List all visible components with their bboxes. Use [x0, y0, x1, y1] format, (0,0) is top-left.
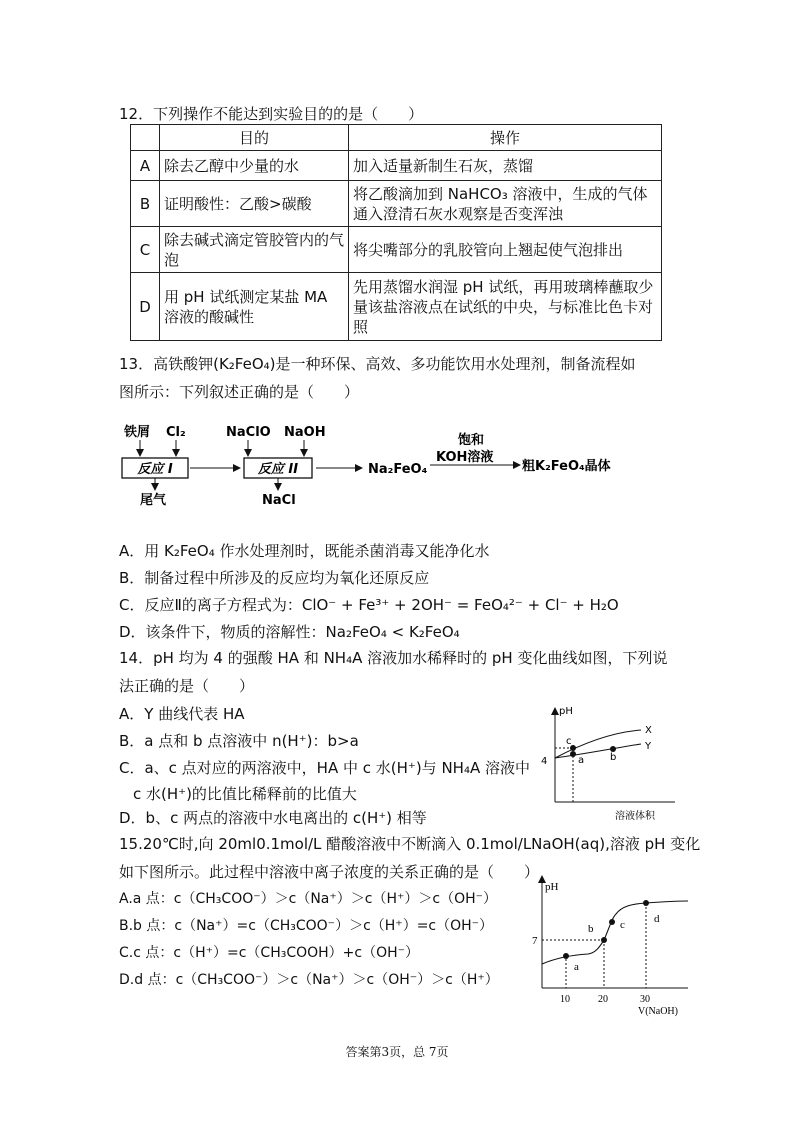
q15-xtick: 20 — [598, 994, 608, 1005]
q12-row-label: D — [131, 273, 160, 341]
q14-stem-line2: 法正确的是（ ） — [119, 677, 255, 695]
q14-xlabel: 溶液体积 — [615, 811, 655, 822]
flow-input-naclo: NaClO — [226, 425, 271, 440]
flow-condition-saturated: 饱和 — [458, 433, 485, 448]
q13-option-d: D．该条件下，物质的溶解性：Na₂FeO₄ < K₂FeO₄ — [119, 623, 460, 641]
q12-row-goal: 除去乙醇中少量的水 — [160, 151, 349, 181]
q12-header-op: 操作 — [349, 125, 662, 151]
q15-point-b-label: b — [588, 923, 594, 935]
q12-row-goal: 除去碱式滴定管胶管内的气泡 — [160, 227, 349, 273]
q14-option-b: B．a 点和 b 点溶液中 n(H⁺)：b>a — [119, 732, 359, 750]
q14-stem-line1: 14．pH 均为 4 的强酸 HA 和 NH₄A 溶液加水稀释时的 pH 变化曲线如图，下列说 — [119, 649, 668, 667]
q15-stem-line2: 如下图所示。此过程中溶液中离子浓度的关系正确的是（ ） — [119, 863, 540, 881]
q15-ylabel: pH — [545, 881, 559, 893]
flow-input-cl2: Cl₂ — [166, 425, 186, 440]
q15-point-a — [563, 953, 569, 959]
q14-curve-y-label: Y — [645, 741, 652, 752]
q15-option-c: C.c 点：c（H⁺）=c（CH₃COOH）+c（OH⁻） — [119, 945, 420, 961]
q14-option-c: C．a、c 点对应的两溶液中，HA 中 c 水(H⁺)与 NH₄A 溶液中 — [119, 759, 530, 777]
q14-point-a — [570, 751, 576, 757]
flow-box-reaction1-label: 反应 I — [137, 462, 173, 477]
q15-xlabel: V(NaOH) — [638, 1006, 678, 1017]
q12-header-goal: 目的 — [160, 125, 349, 151]
q14-point-c-label: c — [566, 736, 572, 747]
q12-row-label: C — [131, 227, 160, 273]
q15-option-a: A.a 点：c（CH₃COO⁻）＞c（Na⁺）＞c（H⁺）＞c（OH⁻） — [119, 891, 498, 907]
q13-flowchart — [118, 418, 678, 508]
q13-option-c: C．反应Ⅱ的离子方程式为：ClO⁻ + Fe³⁺ + 2OH⁻ = FeO₄²⁻ + Cl⁻ + H₂O — [119, 596, 619, 614]
q12-table — [130, 124, 662, 341]
q13-option-b: B．制备过程中所涉及的反应均为氧化还原反应 — [119, 569, 430, 587]
q15-titration-chart — [528, 870, 698, 1020]
q15-point-a-label: a — [574, 961, 579, 973]
q14-ylabel: pH — [559, 706, 573, 717]
q14-option-c-cont: c 水(H⁺)的比值比稀释前的比值大 — [133, 785, 357, 803]
q12-row-goal: 证明酸性：乙酸>碳酸 — [160, 181, 349, 227]
q15-ytick: 7 — [532, 935, 538, 947]
q15-point-d — [643, 900, 649, 906]
q15-point-d-label: d — [654, 913, 660, 925]
q14-ph-chart — [535, 702, 685, 827]
flow-product-na2feo4: Na₂FeO₄ — [368, 462, 428, 477]
q15-xtick: 30 — [640, 994, 650, 1005]
q14-point-b-label: b — [610, 752, 617, 763]
q14-curve-x-label: X — [645, 725, 652, 736]
flow-box-reaction2-label: 反应 II — [257, 462, 299, 477]
q15-option-d: D.d 点：c（CH₃COO⁻）＞c（Na⁺）＞c（OH⁻）＞c（H⁺） — [119, 972, 499, 988]
q13-stem-line1: 13．高铁酸钾(K₂FeO₄)是一种环保、高效、多功能饮用水处理剂，制备流程如 — [119, 355, 636, 373]
q15-point-c-label: c — [620, 919, 625, 931]
flow-condition-koh: KOH溶液 — [436, 450, 494, 465]
q15-point-c — [609, 919, 615, 925]
flow-output-nacl: NaCl — [262, 493, 296, 508]
q13-option-a: A．用 K₂FeO₄ 作水处理剂时，既能杀菌消毒又能净化水 — [119, 542, 490, 560]
q14-option-a: A．Y 曲线代表 HA — [119, 705, 245, 723]
q12-row-op: 将尖嘴部分的乳胶管向上翘起使气泡排出 — [349, 227, 662, 273]
q12-row-goal: 用 pH 试纸测定某盐 MA 溶液的酸碱性 — [160, 273, 349, 341]
flow-output-tailgas: 尾气 — [140, 493, 167, 508]
q15-option-b: B.b 点：c（Na⁺）=c（CH₃COO⁻）＞c（H⁺）=c（OH⁻） — [119, 918, 494, 934]
q15-point-b — [601, 937, 607, 943]
q12-row-label: B — [131, 181, 160, 227]
q14-option-d: D．b、c 两点的溶液中水电离出的 c(H⁺) 相等 — [119, 809, 427, 827]
flow-input-iron: 铁屑 — [124, 425, 151, 440]
q12-row-label: A — [131, 151, 160, 181]
q12-row-op: 先用蒸馏水润湿 pH 试纸，再用玻璃棒蘸取少量该盐溶液点在试纸的中央，与标准比色卡对照 — [349, 273, 662, 341]
q12-stem: 12．下列操作不能达到实验目的的是（ ） — [119, 105, 424, 123]
q12-row-op: 将乙酸滴加到 NaHCO₃ 溶液中，生成的气体通入澄清石灰水观察是否变浑浊 — [349, 181, 662, 227]
q12-row-op: 加入适量新制生石灰，蒸馏 — [349, 151, 662, 181]
q14-ytick: 4 — [541, 756, 548, 767]
q15-xtick: 10 — [560, 994, 570, 1005]
page-footer: 答案第3页，总 7页 — [345, 1045, 449, 1059]
q13-stem-line2: 图所示：下列叙述正确的是（ ） — [119, 383, 360, 401]
q15-stem-line1: 15.20℃时,向 20ml0.1mol/L 醋酸溶液中不断滴入 0.1mol/LNaOH(aq),溶液 pH 变化 — [119, 835, 701, 853]
q14-point-a-label: a — [578, 755, 585, 766]
flow-final-crystal: 粗K₂FeO₄晶体 — [522, 459, 611, 474]
flow-input-naoh: NaOH — [284, 425, 326, 440]
